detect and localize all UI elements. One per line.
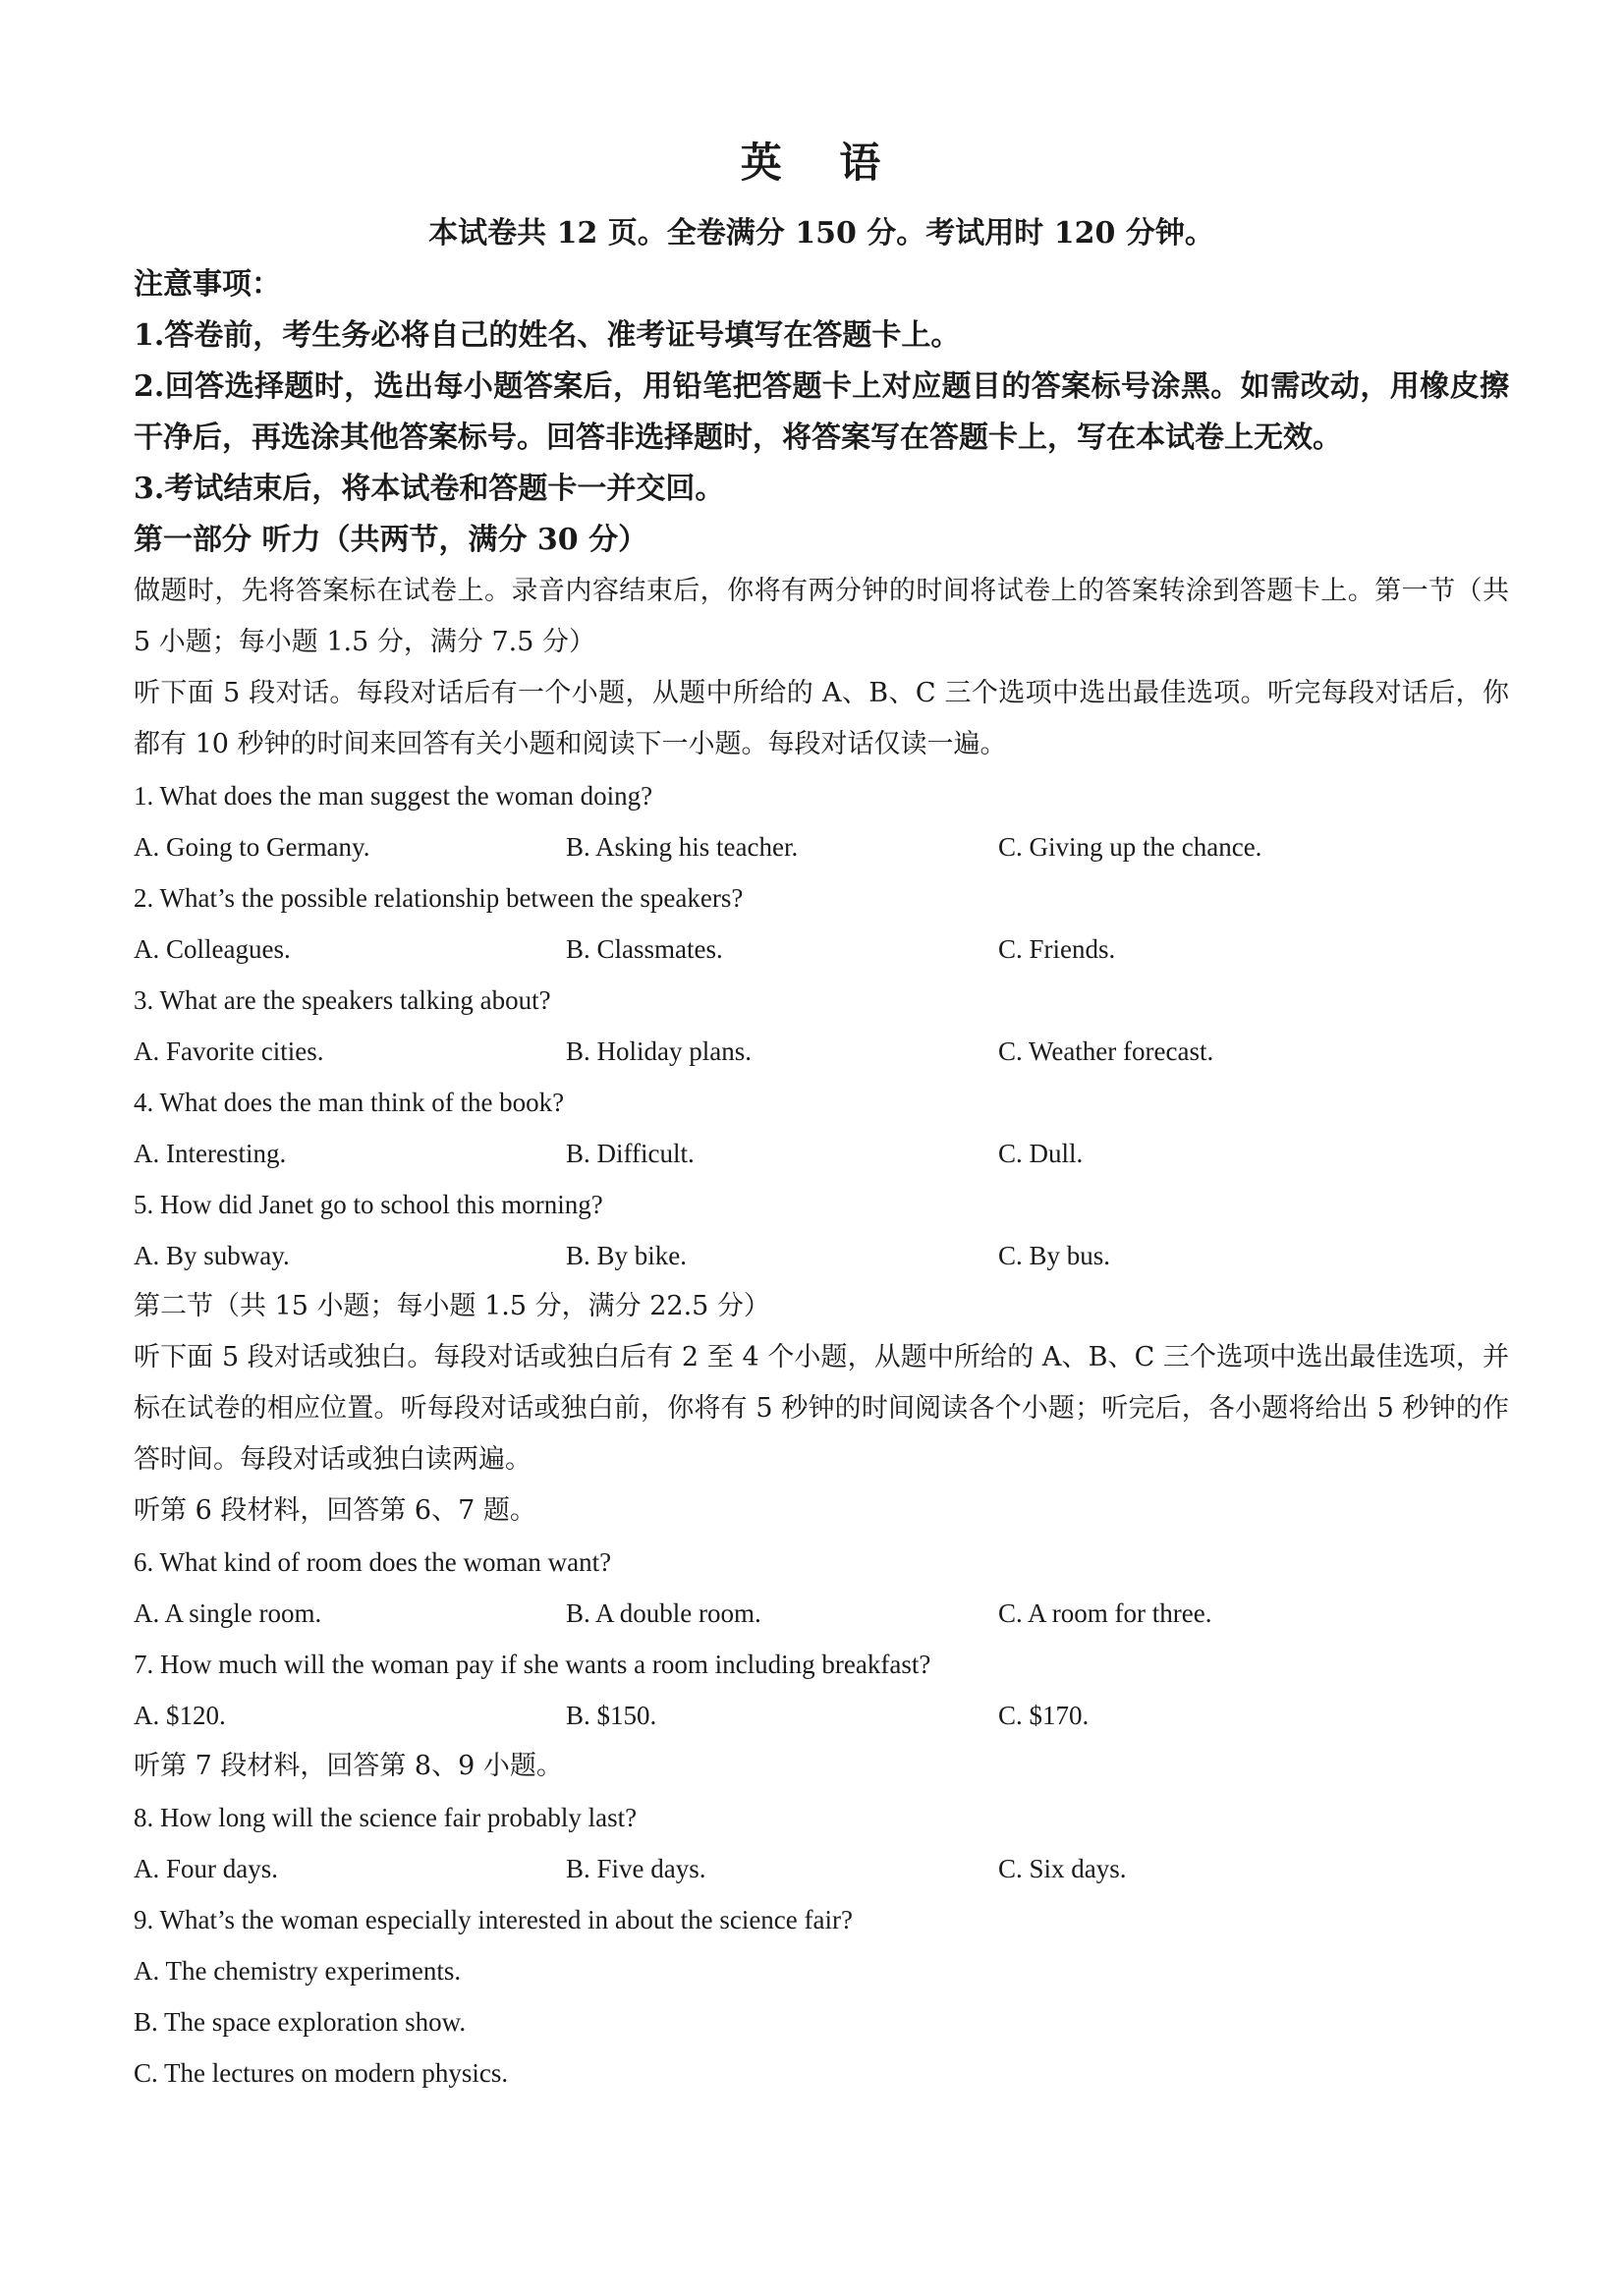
option-a: A. By subway. [134,1241,290,1270]
option-c: C. A room for three. [998,1598,1212,1628]
option-c: C. By bus. [998,1241,1111,1270]
question-9-option-c: C. The lectures on modern physics. [134,2058,509,2088]
option-a: A. A single room. [134,1598,322,1628]
option-a: A. Favorite cities. [134,1036,324,1066]
option-c: C. Giving up the chance. [998,832,1262,862]
option-b: B. Asking his teacher. [566,832,799,862]
option-c: C. Friends. [998,934,1116,964]
question-2: 2. What’s the possible relationship between the speakers? [134,883,744,913]
section1-instructions: 听下面 5 段对话。每段对话后有一个小题，从题中所给的 A、B、C 三个选项中选出最佳选项。听完每段对话后，你都有 10 秒钟的时间来回答有关小题和阅读下一小题。每段对话仅读一遍。 [134,678,1509,759]
part1-heading: 第一部分 听力（共两节，满分 30 分） [134,523,648,557]
question-9-option-b: B. The space exploration show. [134,2007,467,2037]
option-b: B. By bike. [566,1241,688,1270]
question-6-options [134,1588,1509,1639]
question-1: 1. What does the man suggest the woman doing? [134,781,653,811]
option-b: B. $150. [566,1701,657,1730]
option-b: B. Holiday plans. [566,1036,752,1066]
page-title: 英 语 [740,139,903,187]
question-6: 6. What kind of room does the woman want? [134,1547,612,1577]
question-4: 4. What does the man think of the book? [134,1088,565,1117]
option-b: B. Five days. [566,1854,706,1883]
question-7-options [134,1690,1509,1741]
option-b: B. Difficult. [566,1139,695,1168]
note-item-2: 2.回答选择题时，选出每小题答案后，用铅笔把答题卡上对应题目的答案标号涂黑。如需改动，用橡皮擦干净后，再选涂其他答案标号。回答非选择题时，将答案写在答题卡上，写在本试卷上无效。 [134,369,1509,455]
question-8: 8. How long will the science fair probably last? [134,1803,638,1832]
option-c: C. Dull. [998,1139,1084,1168]
question-8-options [134,1843,1509,1894]
exam-page [134,138,1509,2099]
question-9: 9. What’s the woman especially interested in about the science fair? [134,1905,853,1934]
option-a: A. Four days. [134,1854,278,1883]
note-item-1: 1.答卷前，考生务必将自己的姓名、准考证号填写在答题卡上。 [134,318,961,353]
question-1-options [134,821,1509,872]
exam-info: 本试卷共 12 页。全卷满分 150 分。考试用时 120 分钟。 [428,216,1214,251]
option-c: C. Weather forecast. [998,1036,1214,1066]
part1-intro: 做题时，先将答案标在试卷上。录音内容结束后，你将有两分钟的时间将试卷上的答案转涂到答题卡上。第一节（共 5 小题；每小题 1.5 分，满分 7.5 分） [134,576,1509,657]
material-7-label: 听第 7 段材料，回答第 8、9 小题。 [134,1751,563,1781]
option-a: A. Interesting. [134,1139,287,1168]
question-2-options [134,924,1509,975]
section2-heading: 第二节（共 15 小题；每小题 1.5 分，满分 22.5 分） [134,1291,770,1321]
question-5-options [134,1230,1509,1281]
question-5: 5. How did Janet go to school this morning? [134,1190,603,1219]
option-b: B. Classmates. [566,934,723,964]
option-c: C. Six days. [998,1854,1127,1883]
question-4-options [134,1128,1509,1179]
question-3: 3. What are the speakers talking about? [134,985,551,1015]
material-6-label: 听第 6 段材料，回答第 6、7 题。 [134,1495,536,1526]
question-3-options [134,1026,1509,1077]
option-b: B. A double room. [566,1598,761,1628]
question-9-option-a: A. The chemistry experiments. [134,1956,462,1986]
option-a: A. Colleagues. [134,934,291,964]
option-a: A. Going to Germany. [134,832,370,862]
option-a: A. $120. [134,1701,226,1730]
option-c: C. $170. [998,1701,1090,1730]
section1-questions [134,770,1509,1281]
question-7: 7. How much will the woman pay if she wants a room including breakfast? [134,1650,931,1679]
note-item-3: 3.考试结束后，将本试卷和答题卡一并交回。 [134,472,725,506]
section2-instructions: 听下面 5 段对话或独白。每段对话或独白后有 2 至 4 个小题，从题中所给的 A、B、C 三个选项中选出最佳选项，并标在试卷的相应位置。听每段对话或独白前，你将有 5 秒钟的时间阅读各个小题；听完后，各小题将给出 5 秒钟的作答时间。每段对话或独白读两遍。 [134,1342,1509,1475]
notes-heading: 注意事项： [134,267,281,302]
